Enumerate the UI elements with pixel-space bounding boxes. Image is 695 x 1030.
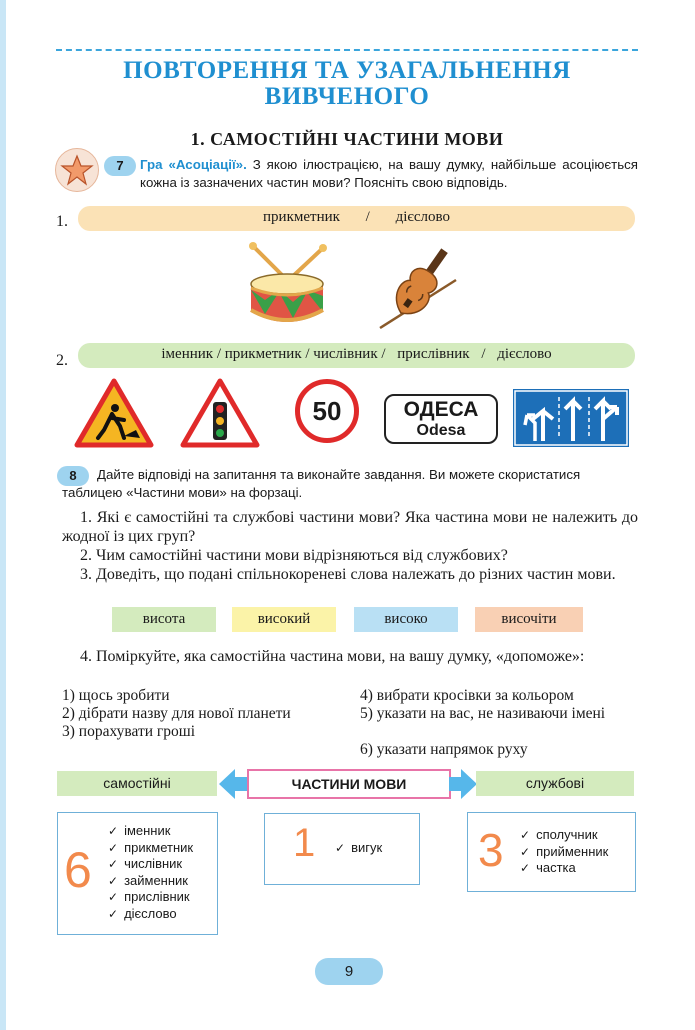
list-item: ✓ прийменник: [520, 844, 608, 861]
independent-list: [108, 823, 193, 922]
row-2-number: 2.: [56, 352, 68, 369]
page-edge-stripe: [0, 0, 6, 1030]
word-card: високий: [232, 607, 336, 632]
task-8-instructions: [62, 466, 638, 502]
page-title: [56, 58, 638, 110]
word-numeral: числівник: [313, 346, 378, 362]
page-title-line2: ВИВЧЕНОГО: [264, 83, 430, 110]
traffic-light-sign-icon: [180, 378, 260, 448]
separator: /: [365, 209, 370, 225]
arrow-right-icon: [449, 769, 477, 799]
question-2: 2. Чим самостійні частини мови відрізняються від службових?: [80, 547, 508, 564]
city-name-sign: [384, 394, 498, 444]
word-card: висота: [112, 607, 216, 632]
word-adjective-2: прикметник: [224, 346, 302, 362]
lane-direction-sign-icon: [513, 389, 629, 447]
task-7-game-title: Гра «Асоціації».: [140, 157, 247, 172]
page-number: 9: [315, 958, 383, 985]
list-item: ✓ вигук: [335, 840, 382, 857]
list-item: 3) порахувати гроші: [62, 723, 196, 740]
road-works-sign-icon: [74, 378, 154, 448]
row-2-word-strip: іменник / прикметник / числівник / прислівник / дієслово: [78, 343, 635, 368]
word-card: високо: [354, 607, 458, 632]
list-item: 6) указати напрямок руху: [360, 741, 528, 758]
word-verb-2: дієслово: [497, 346, 552, 362]
task-7-number: 7: [104, 156, 136, 176]
section-heading: 1. САМОСТІЙНІ ЧАСТИНИ МОВИ: [190, 129, 504, 149]
top-dashed-divider: [56, 49, 638, 51]
list-item: 1) щось зробити: [62, 687, 170, 704]
list-item: 4) вибрати кросівки за кольором: [360, 687, 574, 704]
auxiliary-parts-header: службові: [476, 771, 634, 796]
row-1-word-strip: [78, 206, 635, 231]
word-noun: іменник: [161, 346, 214, 362]
auxiliary-count: 3: [478, 824, 504, 876]
question-1: 1. Які є самостійні та службові частини мови? Яка частина мови не належить до жодної із цих груп?: [62, 509, 638, 545]
list-item: ✓ іменник: [108, 823, 193, 840]
interjection-list: [335, 840, 382, 857]
list-item: ✓ прикметник: [108, 840, 193, 857]
word-adverb: прислівник: [397, 346, 470, 362]
drum-icon: [245, 240, 330, 330]
interjection-box: [264, 813, 420, 885]
independent-parts-header: самостійні: [57, 771, 217, 796]
speed-limit-sign: 50: [295, 379, 359, 443]
violin-icon: [372, 240, 462, 332]
star-icon: [55, 148, 99, 192]
task-7-text: [140, 156, 638, 192]
independent-parts-box: [57, 812, 218, 935]
list-item: 2) дібрати назву для нової планети: [62, 705, 291, 722]
auxiliary-parts-box: [467, 812, 636, 892]
word-verb: дієслово: [395, 209, 450, 225]
list-item: ✓ дієслово: [108, 906, 193, 923]
word-card: височіти: [475, 607, 583, 632]
list-item: ✓ займенник: [108, 873, 193, 890]
word-adjective: прикметник: [263, 209, 340, 225]
arrow-left-icon: [219, 769, 247, 799]
list-item: ✓ числівник: [108, 856, 193, 873]
task-8-text: Дайте відповіді на запитання та виконайте завдання. Ви можете скористатися таблицею «Частини мови» на форзаці.: [62, 467, 581, 500]
row-1-number: 1.: [56, 213, 68, 230]
list-item: ✓ частка: [520, 860, 608, 877]
interjection-count: 1: [293, 821, 316, 865]
separator: /: [481, 346, 486, 362]
auxiliary-list: [520, 827, 608, 877]
list-item: ✓ прислівник: [108, 889, 193, 906]
city-name-latin: Odesa: [416, 422, 466, 439]
list-item: 5) указати на вас, не називаючи імені: [360, 705, 606, 722]
independent-count: 6: [64, 842, 92, 898]
city-name-cyrillic: ОДЕСА: [403, 398, 479, 421]
page-title-line1: ПОВТОРЕННЯ ТА УЗАГАЛЬНЕННЯ: [123, 57, 571, 84]
list-item: ✓ сполучник: [520, 827, 608, 844]
task-8-number: 8: [57, 466, 89, 486]
question-3: 3. Доведіть, що подані спільнокореневі слова належать до різних частин мови.: [80, 566, 616, 583]
question-4: 4. Поміркуйте, яка самостійна частина мови, на вашу думку, «допоможе»:: [80, 648, 585, 665]
parts-of-speech-header: ЧАСТИНИ МОВИ: [247, 769, 451, 799]
task-7-instructions: З якою ілюстрацією, на вашу думку, найбільше асоціюється кожна із зазначених частин мови? Поясніть свою відповідь.: [140, 157, 639, 190]
